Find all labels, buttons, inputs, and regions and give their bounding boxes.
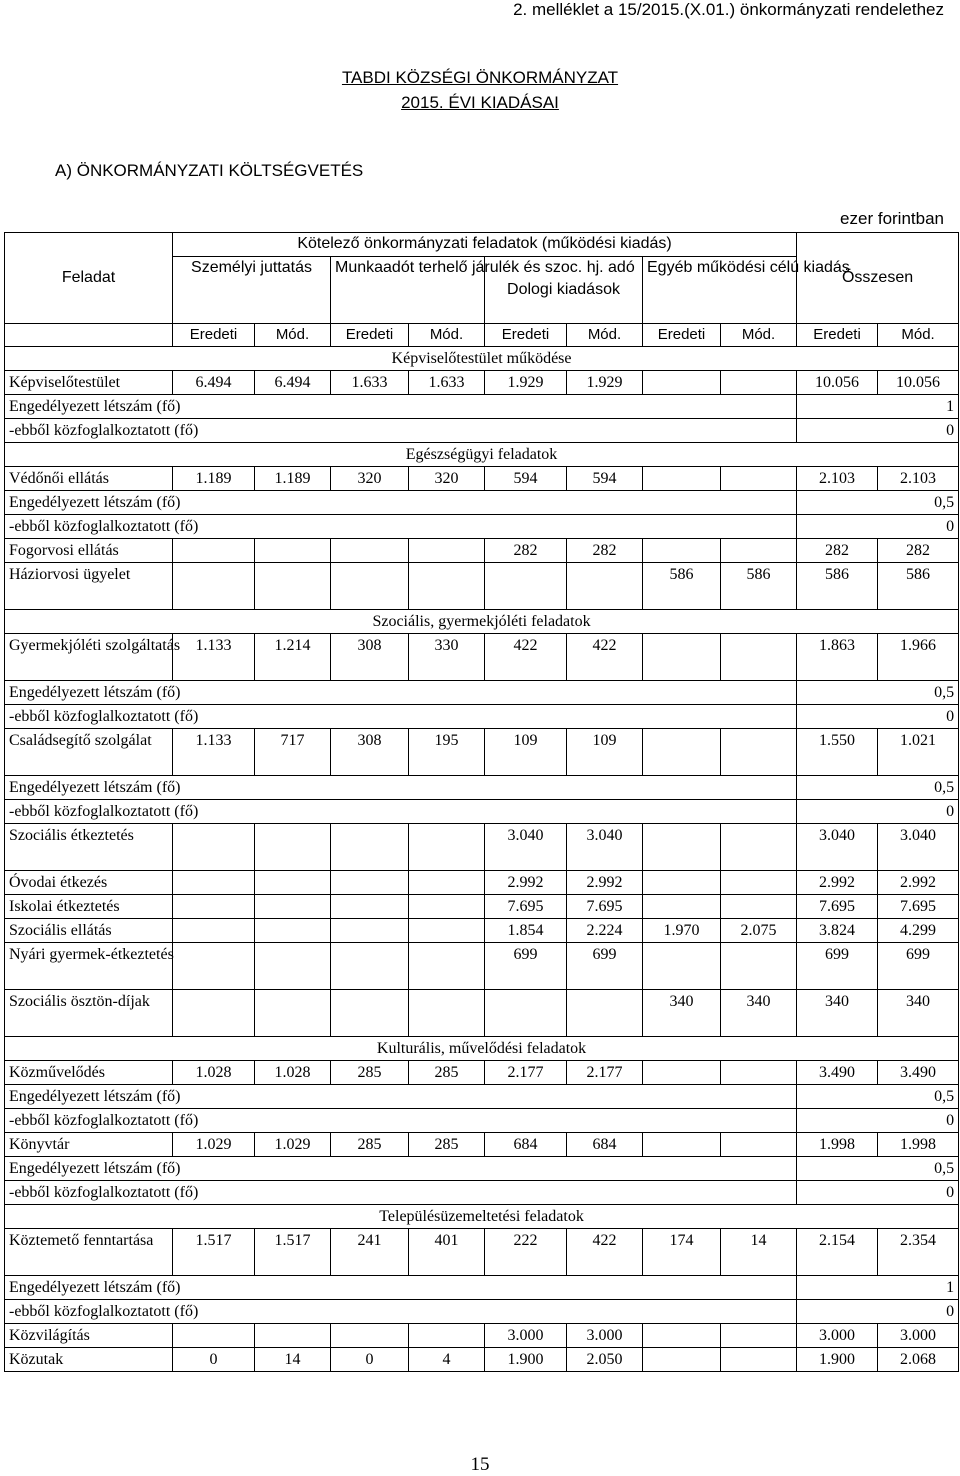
headcount-row	[5, 776, 959, 800]
amount-cell	[721, 943, 797, 990]
task-name: Védőnői ellátás	[5, 467, 173, 491]
header-mod: Mód.	[255, 324, 331, 347]
amount-cell: 7.695	[878, 895, 959, 919]
amount-cell	[643, 729, 721, 776]
amount-cell	[255, 824, 331, 871]
amount-cell: 1.189	[173, 467, 255, 491]
amount-cell	[409, 919, 485, 943]
header-eredeti: Eredeti	[485, 324, 567, 347]
amount-cell: 3.040	[485, 824, 567, 871]
amount-cell	[643, 1133, 721, 1157]
header-mod: Mód.	[721, 324, 797, 347]
amount-cell: 1.214	[255, 634, 331, 681]
section-row	[5, 610, 959, 634]
amount-cell: 2.050	[567, 1348, 643, 1372]
task-name: Háziorvosi ügyelet	[5, 563, 173, 610]
amount-cell	[721, 824, 797, 871]
headcount-value: 0,5	[797, 681, 959, 705]
amount-cell	[255, 943, 331, 990]
headcount-value: 0	[797, 515, 959, 539]
section-title: Kulturális, művelődési feladatok	[5, 1037, 959, 1061]
amount-cell	[409, 563, 485, 610]
headcount-value: 0	[797, 705, 959, 729]
amount-cell	[721, 1348, 797, 1372]
task-name: Képviselőtestület	[5, 371, 173, 395]
amount-cell: 1.998	[878, 1133, 959, 1157]
task-name: Óvodai étkezés	[5, 871, 173, 895]
task-name: Közvilágítás	[5, 1324, 173, 1348]
headcount-value: 0,5	[797, 491, 959, 515]
headcount-label: -ebből közfoglalkoztatott (fő)	[5, 1300, 797, 1324]
header-eredeti: Eredeti	[797, 324, 878, 347]
amount-cell	[409, 943, 485, 990]
amount-cell	[173, 919, 255, 943]
amount-cell: 2.154	[797, 1229, 878, 1276]
header-row-sub	[5, 324, 959, 347]
amount-cell: 684	[485, 1133, 567, 1157]
section-heading: A) ÖNKORMÁNYZATI KÖLTSÉGVETÉS	[55, 161, 364, 180]
headcount-row	[5, 1300, 959, 1324]
amount-cell: 586	[721, 563, 797, 610]
task-name: Közművelődés	[5, 1061, 173, 1085]
amount-cell: 586	[878, 563, 959, 610]
headcount-label: Engedélyezett létszám (fő)	[5, 776, 797, 800]
amount-cell	[643, 371, 721, 395]
amount-cell: 1.517	[173, 1229, 255, 1276]
amount-cell	[173, 1324, 255, 1348]
amount-cell	[331, 919, 409, 943]
headcount-label: -ebből közfoglalkoztatott (fő)	[5, 800, 797, 824]
headcount-value: 0	[797, 800, 959, 824]
headcount-value: 0,5	[797, 1157, 959, 1181]
task-name: Köztemető fenntartása	[5, 1229, 173, 1276]
headcount-row	[5, 705, 959, 729]
table-row	[5, 1324, 959, 1348]
amount-cell: 422	[567, 634, 643, 681]
amount-cell: 340	[878, 990, 959, 1037]
amount-cell	[331, 824, 409, 871]
task-name: Iskolai étkeztetés	[5, 895, 173, 919]
amount-cell: 7.695	[485, 895, 567, 919]
amount-cell: 285	[409, 1061, 485, 1085]
headcount-value: 1	[797, 1276, 959, 1300]
headcount-value: 0	[797, 1300, 959, 1324]
task-name: Családsegítő szolgálat	[5, 729, 173, 776]
document-subtitle: 2015. ÉVI KIADÁSAI	[401, 93, 559, 112]
amount-cell: 4	[409, 1348, 485, 1372]
amount-cell: 0	[173, 1348, 255, 1372]
header-total: Összesen	[797, 233, 959, 324]
header-material: Dologi kiadások	[485, 257, 643, 324]
task-name: Szociális étkeztetés	[5, 824, 173, 871]
amount-cell: 2.068	[878, 1348, 959, 1372]
header-mod: Mód.	[878, 324, 959, 347]
header-row-top	[5, 233, 959, 257]
table-row	[5, 371, 959, 395]
amount-cell	[331, 1324, 409, 1348]
amount-cell	[643, 1061, 721, 1085]
table-row	[5, 895, 959, 919]
headcount-value: 0,5	[797, 776, 959, 800]
header-eredeti: Eredeti	[173, 324, 255, 347]
amount-cell	[643, 943, 721, 990]
amount-cell: 1.028	[173, 1061, 255, 1085]
amount-cell	[643, 824, 721, 871]
section-row	[5, 1037, 959, 1061]
amount-cell	[331, 871, 409, 895]
amount-cell	[255, 1324, 331, 1348]
headcount-row	[5, 800, 959, 824]
amount-cell	[643, 871, 721, 895]
amount-cell	[173, 895, 255, 919]
amount-cell: 285	[331, 1133, 409, 1157]
amount-cell: 2.354	[878, 1229, 959, 1276]
amount-cell	[173, 871, 255, 895]
amount-cell	[173, 539, 255, 563]
amount-cell: 2.177	[567, 1061, 643, 1085]
headcount-label: -ebből közfoglalkoztatott (fő)	[5, 419, 797, 443]
amount-cell	[567, 990, 643, 1037]
amount-cell: 14	[721, 1229, 797, 1276]
table-body	[5, 347, 959, 1372]
headcount-label: -ebből közfoglalkoztatott (fő)	[5, 705, 797, 729]
amount-cell	[721, 871, 797, 895]
amount-cell: 1.633	[409, 371, 485, 395]
amount-cell: 1.633	[331, 371, 409, 395]
section-title: Településüzemeltetési feladatok	[5, 1205, 959, 1229]
amount-cell	[255, 539, 331, 563]
headcount-value: 0	[797, 419, 959, 443]
amount-cell: 699	[797, 943, 878, 990]
amount-cell: 1.550	[797, 729, 878, 776]
task-name: Nyári gyermek-étkeztetés	[5, 943, 173, 990]
table-row	[5, 563, 959, 610]
amount-cell	[255, 871, 331, 895]
headcount-row	[5, 1109, 959, 1133]
table-row	[5, 871, 959, 895]
amount-cell: 340	[643, 990, 721, 1037]
headcount-row	[5, 1276, 959, 1300]
amount-cell	[331, 895, 409, 919]
amount-cell: 594	[485, 467, 567, 491]
amount-cell	[255, 895, 331, 919]
expenditure-table	[4, 232, 959, 1372]
amount-cell: 2.992	[485, 871, 567, 895]
headcount-row	[5, 1085, 959, 1109]
amount-cell: 6.494	[173, 371, 255, 395]
table-row	[5, 990, 959, 1037]
header-mandatory-tasks: Kötelező önkormányzati feladatok (működési kiadás)	[173, 233, 797, 257]
section-title: Egészségügyi feladatok	[5, 443, 959, 467]
amount-cell	[173, 824, 255, 871]
header-other: Egyéb működési célú kiadás	[643, 257, 797, 324]
table-row	[5, 1229, 959, 1276]
amount-cell	[409, 871, 485, 895]
amount-cell	[331, 539, 409, 563]
amount-cell	[721, 1061, 797, 1085]
amount-cell: 1.029	[173, 1133, 255, 1157]
header-eredeti: Eredeti	[331, 324, 409, 347]
amount-cell: 340	[721, 990, 797, 1037]
amount-cell	[721, 729, 797, 776]
amount-cell: 1.189	[255, 467, 331, 491]
section-row	[5, 347, 959, 371]
amount-cell	[409, 539, 485, 563]
amount-cell	[721, 371, 797, 395]
amount-cell: 2.103	[878, 467, 959, 491]
headcount-label: -ebből közfoglalkoztatott (fő)	[5, 1181, 797, 1205]
task-name: Közutak	[5, 1348, 173, 1372]
headcount-value: 0,5	[797, 1085, 959, 1109]
header-feladat: Feladat	[5, 233, 173, 324]
headcount-row	[5, 491, 959, 515]
amount-cell: 699	[567, 943, 643, 990]
amount-cell: 4.299	[878, 919, 959, 943]
amount-cell: 3.490	[878, 1061, 959, 1085]
amount-cell: 109	[567, 729, 643, 776]
table-row	[5, 1061, 959, 1085]
amount-cell: 10.056	[797, 371, 878, 395]
table-row	[5, 634, 959, 681]
amount-cell	[643, 467, 721, 491]
headcount-label: -ebből közfoglalkoztatott (fő)	[5, 1109, 797, 1133]
amount-cell	[173, 943, 255, 990]
amount-cell: 282	[878, 539, 959, 563]
amount-cell	[485, 563, 567, 610]
table-row	[5, 729, 959, 776]
table-row	[5, 467, 959, 491]
amount-cell: 1.970	[643, 919, 721, 943]
amount-cell: 340	[797, 990, 878, 1037]
amount-cell: 109	[485, 729, 567, 776]
task-name: Fogorvosi ellátás	[5, 539, 173, 563]
headcount-row	[5, 515, 959, 539]
amount-cell: 422	[485, 634, 567, 681]
amount-cell	[255, 919, 331, 943]
amount-cell: 2.177	[485, 1061, 567, 1085]
amount-cell	[409, 895, 485, 919]
amount-cell: 308	[331, 634, 409, 681]
header-eredeti: Eredeti	[643, 324, 721, 347]
amount-cell: 6.494	[255, 371, 331, 395]
amount-cell: 7.695	[567, 895, 643, 919]
amount-cell: 285	[331, 1061, 409, 1085]
amount-cell: 1.966	[878, 634, 959, 681]
amount-cell: 1.029	[255, 1133, 331, 1157]
amount-cell: 14	[255, 1348, 331, 1372]
task-name: Könyvtár	[5, 1133, 173, 1157]
task-name: Szociális ösztön-díjak	[5, 990, 173, 1037]
amount-cell: 699	[485, 943, 567, 990]
amount-cell	[643, 1348, 721, 1372]
amount-cell: 3.000	[878, 1324, 959, 1348]
headcount-row	[5, 419, 959, 443]
amount-cell: 1.863	[797, 634, 878, 681]
amount-cell: 174	[643, 1229, 721, 1276]
headcount-value: 0	[797, 1109, 959, 1133]
amount-cell: 3.490	[797, 1061, 878, 1085]
amount-cell: 401	[409, 1229, 485, 1276]
amount-cell: 586	[797, 563, 878, 610]
headcount-label: Engedélyezett létszám (fő)	[5, 395, 797, 419]
amount-cell: 330	[409, 634, 485, 681]
amount-cell: 3.000	[797, 1324, 878, 1348]
amount-cell: 3.040	[797, 824, 878, 871]
amount-cell: 1.133	[173, 729, 255, 776]
amount-cell	[173, 563, 255, 610]
amount-cell	[255, 563, 331, 610]
amount-cell: 2.992	[567, 871, 643, 895]
headcount-label: Engedélyezett létszám (fő)	[5, 491, 797, 515]
header-personal: Személyi juttatás	[173, 257, 331, 324]
headcount-row	[5, 1157, 959, 1181]
table-row	[5, 1133, 959, 1157]
headcount-label: Engedélyezett létszám (fő)	[5, 1157, 797, 1181]
amount-cell	[173, 990, 255, 1037]
table-row	[5, 1348, 959, 1372]
table-row	[5, 824, 959, 871]
header-blank	[5, 324, 173, 347]
amount-cell: 320	[331, 467, 409, 491]
amount-cell	[721, 634, 797, 681]
amount-cell: 282	[797, 539, 878, 563]
headcount-row	[5, 1181, 959, 1205]
unit-label: ezer forintban	[840, 209, 944, 228]
amount-cell: 1.900	[797, 1348, 878, 1372]
page-number: 15	[470, 1454, 490, 1475]
amount-cell: 3.000	[567, 1324, 643, 1348]
amount-cell	[255, 990, 331, 1037]
amount-cell: 1.929	[567, 371, 643, 395]
header-contributions: Munkaadót terhelő járulék és szoc. hj. adó	[331, 257, 485, 324]
section-title: Szociális, gyermekjóléti feladatok	[5, 610, 959, 634]
amount-cell: 195	[409, 729, 485, 776]
amount-cell: 241	[331, 1229, 409, 1276]
header-mod: Mód.	[409, 324, 485, 347]
amount-cell: 3.040	[567, 824, 643, 871]
headcount-row	[5, 681, 959, 705]
amount-cell: 3.824	[797, 919, 878, 943]
amount-cell: 1.900	[485, 1348, 567, 1372]
amount-cell: 282	[567, 539, 643, 563]
amount-cell: 2.075	[721, 919, 797, 943]
amount-cell	[721, 467, 797, 491]
amount-cell: 422	[567, 1229, 643, 1276]
header-mod: Mód.	[567, 324, 643, 347]
amount-cell	[409, 1324, 485, 1348]
amount-cell	[409, 824, 485, 871]
amount-cell: 1.854	[485, 919, 567, 943]
amount-cell	[721, 895, 797, 919]
amount-cell	[409, 990, 485, 1037]
document-title: TABDI KÖZSÉGI ÖNKORMÁNYZAT	[341, 68, 619, 87]
amount-cell	[643, 634, 721, 681]
section-row	[5, 1205, 959, 1229]
amount-cell: 717	[255, 729, 331, 776]
amount-cell: 1.021	[878, 729, 959, 776]
amount-cell	[331, 990, 409, 1037]
headcount-value: 1	[797, 395, 959, 419]
amount-cell: 2.224	[567, 919, 643, 943]
amount-cell: 594	[567, 467, 643, 491]
amount-cell	[643, 895, 721, 919]
annex-reference: 2. melléklet a 15/2015.(X.01.) önkormányzati rendelethez	[513, 0, 944, 19]
amount-cell: 2.992	[878, 871, 959, 895]
amount-cell: 320	[409, 467, 485, 491]
amount-cell	[331, 563, 409, 610]
amount-cell	[485, 990, 567, 1037]
table-row	[5, 943, 959, 990]
amount-cell: 1.929	[485, 371, 567, 395]
amount-cell	[643, 1324, 721, 1348]
table-row	[5, 539, 959, 563]
amount-cell	[331, 943, 409, 990]
amount-cell: 1.133	[173, 634, 255, 681]
section-title: Képviselőtestület működése	[5, 347, 959, 371]
amount-cell: 285	[409, 1133, 485, 1157]
amount-cell: 1.028	[255, 1061, 331, 1085]
amount-cell: 308	[331, 729, 409, 776]
table-row	[5, 919, 959, 943]
amount-cell: 586	[643, 563, 721, 610]
amount-cell: 282	[485, 539, 567, 563]
headcount-label: -ebből közfoglalkoztatott (fő)	[5, 515, 797, 539]
amount-cell: 2.103	[797, 467, 878, 491]
headcount-label: Engedélyezett létszám (fő)	[5, 1276, 797, 1300]
amount-cell	[721, 1324, 797, 1348]
amount-cell: 1.998	[797, 1133, 878, 1157]
headcount-label: Engedélyezett létszám (fő)	[5, 1085, 797, 1109]
amount-cell: 1.517	[255, 1229, 331, 1276]
headcount-value: 0	[797, 1181, 959, 1205]
amount-cell: 2.992	[797, 871, 878, 895]
amount-cell	[721, 1133, 797, 1157]
amount-cell: 684	[567, 1133, 643, 1157]
headcount-label: Engedélyezett létszám (fő)	[5, 681, 797, 705]
section-row	[5, 443, 959, 467]
amount-cell	[567, 563, 643, 610]
amount-cell: 10.056	[878, 371, 959, 395]
amount-cell: 3.040	[878, 824, 959, 871]
headcount-row	[5, 395, 959, 419]
amount-cell	[643, 539, 721, 563]
task-name: Gyermekjóléti szolgáltatás	[5, 634, 173, 681]
amount-cell	[721, 539, 797, 563]
amount-cell: 222	[485, 1229, 567, 1276]
amount-cell: 699	[878, 943, 959, 990]
amount-cell: 3.000	[485, 1324, 567, 1348]
task-name: Szociális ellátás	[5, 919, 173, 943]
amount-cell: 0	[331, 1348, 409, 1372]
amount-cell: 7.695	[797, 895, 878, 919]
